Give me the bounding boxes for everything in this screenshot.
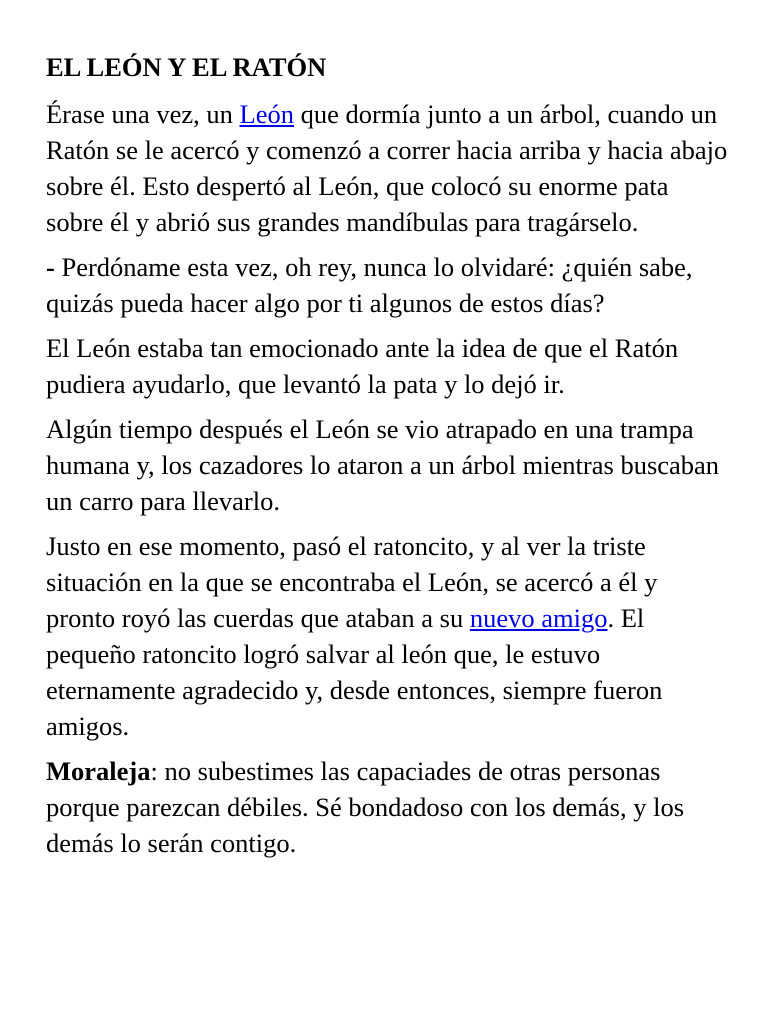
paragraph-intro xyxy=(46,96,728,240)
paragraph-text: . El pequeño ratoncito logró salvar al león que, le estuvo eternamente agradecido y, desde entonces, siempre fueron amigos. xyxy=(46,603,663,741)
paragraph-release: El León estaba tan emocionado ante la idea de que el Ratón pudiera ayudarlo, que levantó la pata y lo dejó ir. xyxy=(46,333,679,399)
link-leon[interactable]: León xyxy=(239,99,294,129)
paragraph-text: Perdóname esta vez, oh rey, nunca lo olvidaré: ¿quién sabe, quizás pueda hacer algo por ti algunos de estos días? xyxy=(46,252,693,318)
paragraph-text: que dormía junto a un árbol, cuando un Ratón se le acercó y comenzó a correr hacia arriba y hacia abajo sobre él. Esto despertó al León, que colocó su enorme pata sobre él y abrió sus grandes mandíbulas para tragárselo. xyxy=(46,99,728,237)
paragraph-moral xyxy=(46,753,728,861)
paragraph-rescue xyxy=(46,528,728,744)
paragraph-dialogue xyxy=(46,249,728,321)
story-title: EL LEÓN Y EL RATÓN xyxy=(46,52,327,82)
paragraph-trap: Algún tiempo después el León se vio atrapado en una trampa humana y, los cazadores lo ataron a un árbol mientras buscaban un carro para llevarlo. xyxy=(46,414,720,516)
link-nuevo-amigo[interactable]: nuevo amigo xyxy=(469,603,608,633)
paragraph-text: Érase una vez, un xyxy=(46,99,240,129)
paragraph-text: Justo en ese momento, pasó el ratoncito, y al ver la triste situación en la que se encontraba el León, se acercó a él y pronto royó las cuerdas que ataban a su xyxy=(46,531,658,633)
dialogue-dash: - xyxy=(46,252,55,282)
paragraph-text: : no subestimes las capaciades de otras personas porque parezcan débiles. Sé bondadoso con los demás, y los demás lo serán contigo. xyxy=(46,756,685,858)
moral-label: Moraleja xyxy=(46,756,151,786)
